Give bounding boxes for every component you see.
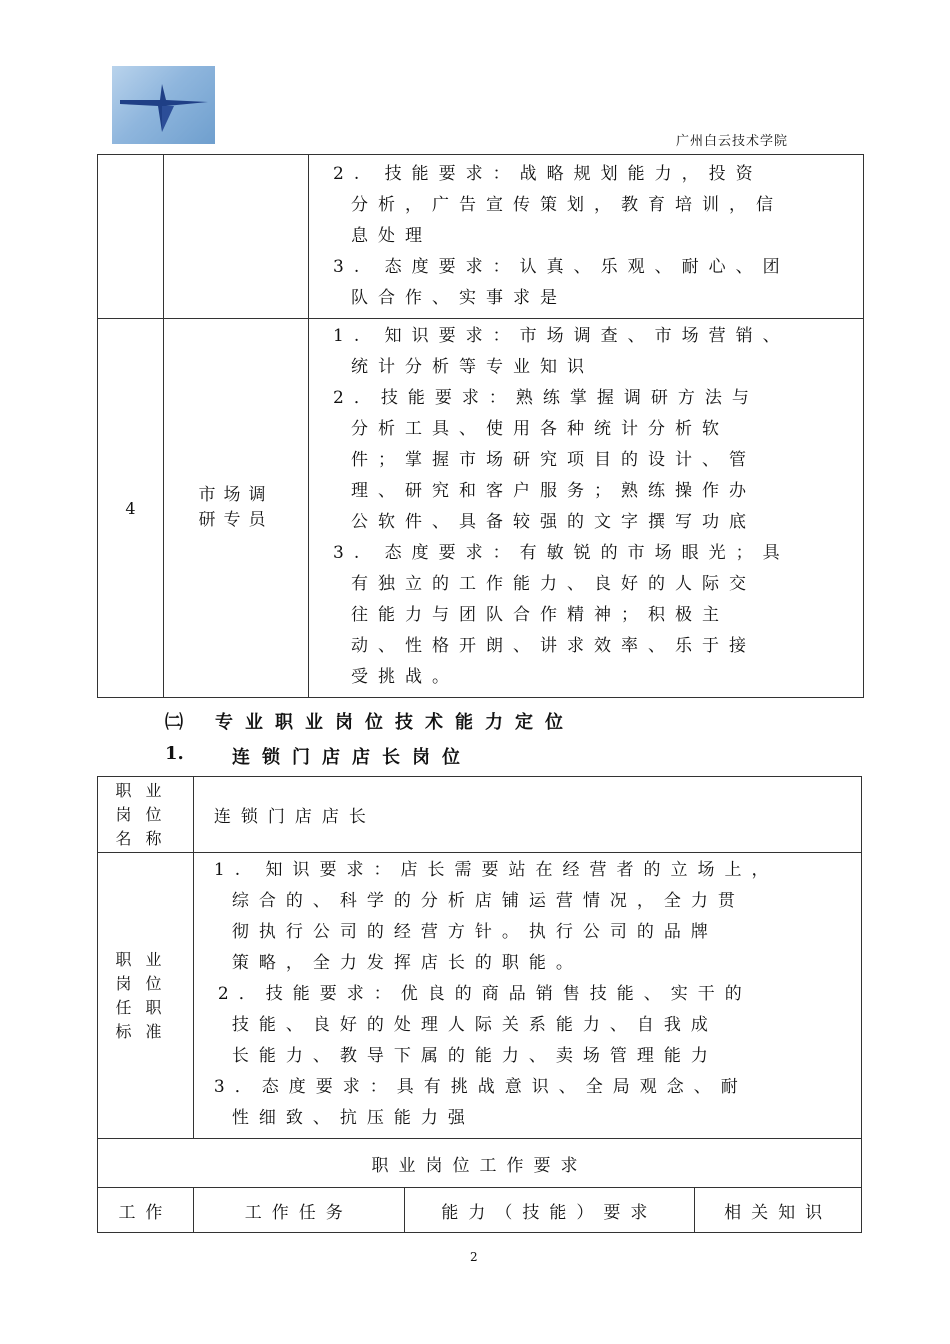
label-line: 职业 bbox=[115, 780, 176, 800]
requirement-line: 分析，广告宣传策划，教育培训，信 bbox=[351, 195, 783, 215]
logo-emblem-icon bbox=[112, 66, 215, 144]
requirement-line: 1. 知识要求：市场调查、市场营销、 bbox=[333, 326, 790, 346]
position-name-line: 市场调 bbox=[198, 485, 274, 505]
requirement-line: 3. 态度要求：认真、乐观、耐心、团 bbox=[333, 257, 790, 277]
table-row bbox=[98, 319, 864, 698]
position-name-line: 研专员 bbox=[198, 510, 274, 530]
label-line: 岗位 bbox=[115, 804, 176, 824]
column-header: 相关知识 bbox=[695, 1188, 862, 1233]
standard-line: 2．技能要求：优良的商品销售技能、实干的 bbox=[217, 984, 752, 1004]
label-line: 名称 bbox=[115, 828, 176, 848]
position-cell bbox=[164, 155, 309, 319]
school-logo bbox=[112, 66, 215, 144]
store-manager-table bbox=[97, 776, 862, 1233]
table-row bbox=[98, 1139, 862, 1188]
requirements-cell bbox=[309, 319, 864, 698]
requirement-line: 息处理 bbox=[351, 226, 432, 246]
name-label bbox=[98, 777, 194, 853]
requirement-line: 2. 技能要求：战略规划能力，投资 bbox=[333, 164, 763, 184]
requirement-line: 队合作、实事求是 bbox=[351, 288, 567, 308]
column-header: 工作 bbox=[98, 1188, 194, 1233]
label-line: 标准 bbox=[115, 1021, 176, 1041]
section-marker: ㈡ bbox=[165, 712, 183, 733]
position-name bbox=[164, 319, 309, 698]
standard-label bbox=[98, 853, 194, 1139]
subsection-number: 1. bbox=[165, 743, 184, 764]
requirement-line: 分析工具、使用各种统计分析软 bbox=[351, 419, 729, 439]
row-index: 4 bbox=[98, 319, 164, 698]
requirement-line: 理、研究和客户服务；熟练操作办 bbox=[351, 481, 756, 501]
requirement-line: 有独立的工作能力、良好的人际交 bbox=[351, 574, 756, 594]
label-line: 任职 bbox=[115, 997, 176, 1017]
table-row bbox=[98, 155, 864, 319]
label-line: 职业 bbox=[115, 949, 176, 969]
standard-line: 综合的、科学的分析店铺运营情况，全力贯 bbox=[231, 891, 745, 911]
school-name: 广州白云技术学院 bbox=[676, 134, 789, 149]
page-number: 2 bbox=[470, 1250, 478, 1264]
work-requirements-title: 职业岗位工作要求 bbox=[98, 1139, 862, 1188]
requirement-line: 2．技能要求：熟练掌握调研方法与 bbox=[333, 388, 759, 408]
requirements-text bbox=[309, 321, 843, 693]
label-line: 岗位 bbox=[115, 973, 176, 993]
standard-content bbox=[193, 853, 861, 1139]
requirements-text bbox=[309, 159, 843, 314]
position-name-value: 连锁门店店长 bbox=[193, 777, 861, 853]
requirement-line: 3. 态度要求：有敏锐的市场眼光；具 bbox=[333, 543, 790, 563]
positions-table bbox=[97, 154, 864, 698]
table-row bbox=[98, 853, 862, 1139]
requirement-line: 受挑战。 bbox=[351, 667, 459, 687]
table-row bbox=[98, 1188, 862, 1233]
requirement-line: 往能力与团队合作精神；积极主 bbox=[351, 605, 729, 625]
column-header: 工作任务 bbox=[193, 1188, 404, 1233]
index-cell bbox=[98, 155, 164, 319]
requirement-line: 统计分析等专业知识 bbox=[351, 357, 594, 377]
standard-line: 彻执行公司的经营方针。执行公司的品牌 bbox=[231, 922, 718, 942]
standard-line: 3．态度要求：具有挑战意识、全局观念、耐 bbox=[213, 1077, 748, 1097]
section-heading: 专业职业岗位技术能力定位 bbox=[215, 712, 575, 733]
requirements-cell bbox=[309, 155, 864, 319]
requirement-line: 件；掌握市场研究项目的设计、管 bbox=[351, 450, 756, 470]
standard-line: 策略，全力发挥店长的职能。 bbox=[231, 953, 583, 973]
column-header: 能力（技能）要求 bbox=[404, 1188, 695, 1233]
requirement-line: 公软件、具备较强的文字撰写功底 bbox=[351, 512, 756, 532]
standard-line: 技能、良好的处理人际关系能力、自我成 bbox=[231, 1015, 718, 1035]
table-row bbox=[98, 777, 862, 853]
subsection-heading: 连锁门店店长岗位 bbox=[232, 747, 472, 768]
standard-line: 长能力、教导下属的能力、卖场管理能力 bbox=[231, 1046, 718, 1066]
standard-line: 1. 知识要求：店长需要站在经营者的立场上， bbox=[213, 860, 779, 880]
requirement-line: 动、性格开朗、讲求效率、乐于接 bbox=[351, 636, 756, 656]
standard-text bbox=[194, 855, 843, 1134]
standard-line: 性细致、抗压能力强 bbox=[231, 1108, 475, 1128]
